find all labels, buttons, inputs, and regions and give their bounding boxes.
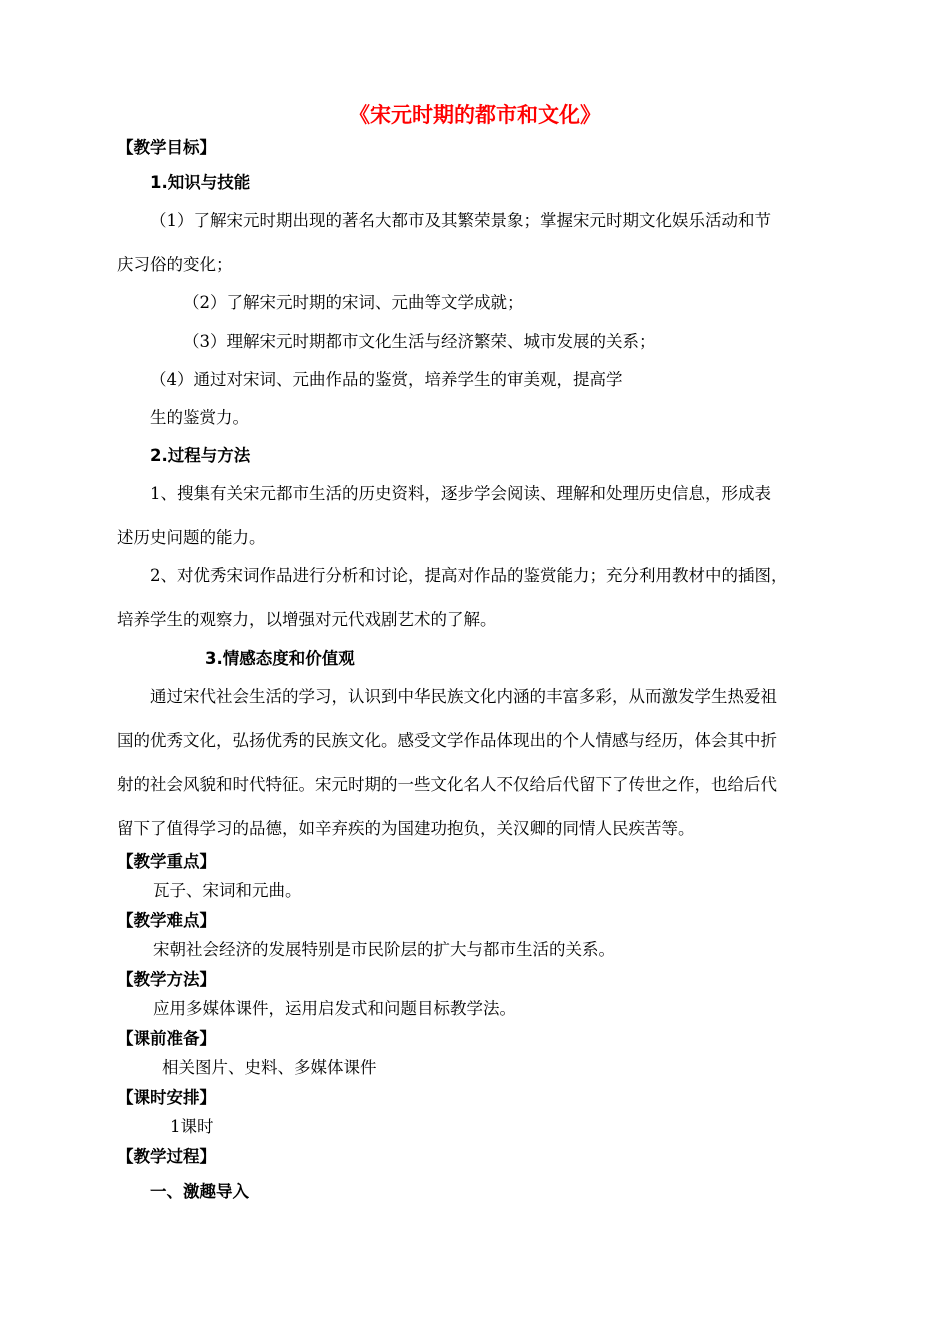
paragraph-line: 2、对优秀宋词作品进行分析和讨论，提高对作品的鉴赏能力；充分利用教材中的插图， — [150, 566, 788, 585]
section-heading-preparation: 【课前准备】 — [117, 1029, 216, 1048]
subheading-knowledge-skills: 1.知识与技能 — [150, 173, 251, 192]
paragraph-line: 生的鉴赏力。 — [150, 408, 249, 427]
section-heading-methods: 【教学方法】 — [117, 970, 216, 989]
paragraph-line: 1、搜集有关宋元都市生活的历史资料，逐步学会阅读、理解和处理历史信息，形成表 — [150, 484, 771, 503]
section-body-text: 应用多媒体课件，运用启发式和问题目标教学法。 — [153, 999, 516, 1018]
section-body-text: 瓦子、宋词和元曲。 — [153, 881, 302, 900]
paragraph-line: （4）通过对宋词、元曲作品的鉴赏，培养学生的审美观，提高学 — [150, 370, 623, 389]
paragraph-line: 培养学生的观察力，以增强对元代戏剧艺术的了解。 — [117, 610, 497, 629]
section-body-text: 宋朝社会经济的发展特别是市民阶层的扩大与都市生活的关系。 — [153, 940, 615, 959]
section-body-text: 相关图片、史料、多媒体课件 — [162, 1058, 377, 1077]
paragraph-line: 留下了值得学习的品德，如辛弃疾的为国建功抱负，关汉卿的同情人民疾苦等。 — [117, 819, 695, 838]
paragraph-line: 通过宋代社会生活的学习，认识到中华民族文化内涵的丰富多彩，从而激发学生热爱祖 — [150, 687, 777, 706]
subheading-emotion-values: 3.情感态度和价值观 — [205, 649, 355, 668]
section-heading-difficulties: 【教学难点】 — [117, 911, 216, 930]
paragraph-line: （3）理解宋元时期都市文化生活与经济繁荣、城市发展的关系； — [183, 332, 656, 351]
subheading-step-1: 一、激趣导入 — [150, 1182, 249, 1201]
section-body-text: 1课时 — [170, 1117, 214, 1136]
section-heading-schedule: 【课时安排】 — [117, 1088, 216, 1107]
section-heading-procedure: 【教学过程】 — [117, 1147, 216, 1166]
section-heading-objectives: 【教学目标】 — [117, 138, 216, 157]
document-title: 《宋元时期的都市和文化》 — [349, 103, 601, 127]
paragraph-line: （1）了解宋元时期出现的著名大都市及其繁荣景象；掌握宋元时期文化娱乐活动和节 — [150, 211, 771, 230]
paragraph-line: （2）了解宋元时期的宋词、元曲等文学成就； — [183, 293, 524, 312]
paragraph-line: 庆习俗的变化； — [117, 255, 233, 274]
section-heading-key-points: 【教学重点】 — [117, 852, 216, 871]
subheading-process-methods: 2.过程与方法 — [150, 446, 251, 465]
paragraph-line: 国的优秀文化，弘扬优秀的民族文化。感受文学作品体现出的个人情感与经历，体会其中折 — [117, 731, 777, 750]
paragraph-line: 射的社会风貌和时代特征。宋元时期的一些文化名人不仅给后代留下了传世之作，也给后代 — [117, 775, 777, 794]
paragraph-line: 述历史问题的能力。 — [117, 528, 266, 547]
